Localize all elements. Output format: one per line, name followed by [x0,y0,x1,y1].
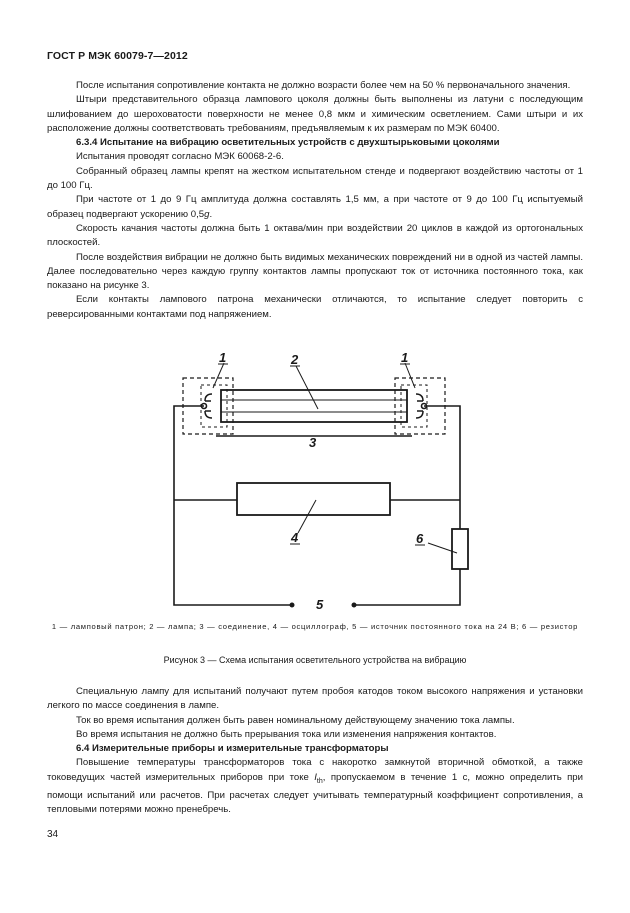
text-block-bottom [47,685,583,818]
circuit-diagram [0,345,630,635]
label-6: 6 [416,531,424,546]
source-terminal-right [352,603,357,608]
document-header: ГОСТ Р МЭК 60079-7—2012 [47,50,188,62]
figure-legend: 1 — ламповый патрон; 2 — лампа; 3 — соединение, 4 — осциллограф, 5 — источник постоянного тока на 24 В; 6 — резистор [51,622,579,631]
section-heading-6-4: 6.4 Измерительные приборы и измерительные трансформаторы [76,743,389,755]
paragraph-text: Повышение температуры трансформаторов тока с накоротко замкнутой вторичной обмоткой, а также токоведущих частей измерительных приборов при токе [47,757,583,783]
paragraph: Специальную лампу для испытаний получают путем пробоя катодов током высокого напряжения и установки легкого по массе соединения в лампе. [47,686,583,712]
paragraph: Скорость качания частоты должна быть 1 октава/мин при воздействии 20 циклов в каждой из ортогональных плоскостей. [47,222,583,249]
text-block-top [47,79,583,322]
label-5: 5 [316,597,324,612]
label-1-right: 1 [401,350,409,365]
page-number: 34 [47,829,59,840]
paragraph-text: , пропускаемом в течение 1 с, можно определить при помощи испытаний или расчетов. При расчетах следует учитывать температурный коэффициент сопротивления, а тепловыми потерями можно пренебречь. [47,771,583,816]
paragraph: Собранный образец лампы крепят на жестком испытательном стенде и подвергают воздействию частоты от 1 до 100 Гц. [47,165,583,192]
current-symbol: I [314,771,317,783]
paragraph [47,193,583,222]
wire-right [424,406,460,529]
label-3: 3 [309,435,317,450]
current-symbol-subscript: th [316,777,323,785]
resistor [452,529,468,569]
acceleration-unit: g [204,208,210,220]
label-1-left: 1 [219,350,227,365]
paragraph-text: При частоте от 1 до 9 Гц амплитуда должна составлять 1,5 мм, а при частоте от 9 до 100 Гц испытуемый образец подвергают ускорению 0,5 [47,194,583,220]
paragraph: После испытания сопротивление контакта не должно возрасти более чем на 50 % первоначального значения. [76,80,571,91]
paragraph [47,756,583,817]
paragraph: После воздействия вибрации не должно быть видимых механических повреждений ни в одной из частей лампы. Далее последовательно через каждую группу контактов лампы пропускают ток от источника постоянного тока, как показано на рисунке 3. [47,251,583,292]
figure-caption: Рисунок 3 — Схема испытания осветительного устройства на вибрацию [163,655,467,665]
paragraph: Во время испытания не должно быть прерывания тока или изменения напряжения контактов. [76,728,497,740]
paragraph-end: . [209,208,213,220]
label-4: 4 [291,530,299,545]
label-2: 2 [291,352,299,367]
paragraph: Если контакты лампового патрона механически отличаются, то испытание следует повторить с реверсированными контактами под напряжением. [47,294,583,320]
wire-right-bottom [356,569,460,605]
section-heading-6-3-4: 6.3.4 Испытание на вибрацию осветительных устройств с двухштырьковыми цоколями [76,137,500,149]
paragraph: Ток во время испытания должен быть равен номинальному действующему значению тока лампы. [76,714,515,726]
oscilloscope-box [237,483,390,515]
source-terminal-left [290,603,295,608]
lamp-tube [221,390,407,422]
paragraph: Штыри представительного образца лампового цоколя должны быть выполнены из латуни с последующим шлифованием до шероховатости поверхности не менее 0,8 мкм и химическим осветлением. Сами штыри и их расположение должны соответствовать требованиям, предъявляемым к их размерам по МЭК 60400. [47,94,583,134]
paragraph: Испытания проводят согласно МЭК 60068-2-6. [76,151,284,163]
